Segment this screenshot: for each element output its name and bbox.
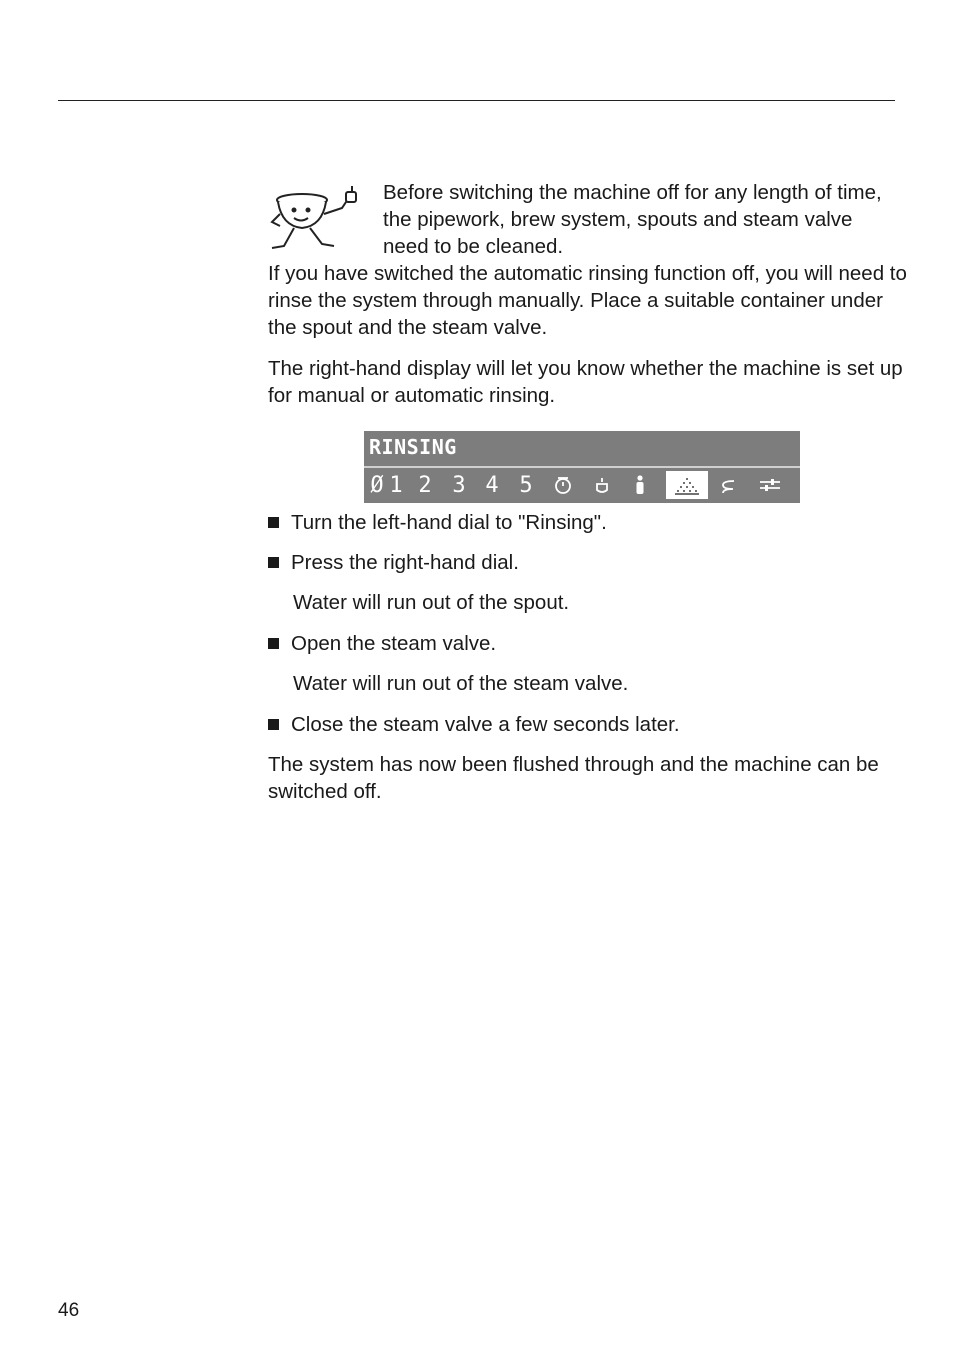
display-digit-5: 5 <box>519 472 533 498</box>
step-3-result: Water will run out of the steam valve. <box>293 672 629 695</box>
header-rule <box>58 100 895 101</box>
rinsing-display <box>364 431 800 503</box>
step-3: Open the steam valve. <box>268 630 496 657</box>
cup-icon <box>590 471 614 499</box>
settings-icon <box>756 471 784 499</box>
manual-rinse-paragraph: If you have switched the automatic rinsing function off, you will need to rinse the system through manually. Place a suitable container under the spout and the steam valve. <box>268 262 907 339</box>
bullet-icon <box>268 517 279 528</box>
display-title: RINSING <box>369 435 457 459</box>
rinse-icon <box>666 471 708 499</box>
display-digit-1: 1 <box>389 472 403 498</box>
bullet-icon <box>268 638 279 649</box>
display-digit-2: 2 <box>418 472 432 498</box>
timer-icon <box>550 471 576 499</box>
step-2: Press the right-hand dial. <box>268 549 519 576</box>
closing-paragraph: The system has now been flushed through and the machine can be switched off. <box>268 753 879 803</box>
step-2-result: Water will run out of the spout. <box>293 591 570 614</box>
step-1: Turn the left-hand dial to "Rinsing". <box>268 509 607 536</box>
display-digit-0: Ø <box>370 472 384 498</box>
person-icon <box>629 471 651 499</box>
step-4: Close the steam valve a few seconds later. <box>268 711 680 738</box>
bullet-icon <box>268 557 279 568</box>
display-divider <box>364 466 800 468</box>
bullet-icon <box>268 719 279 730</box>
display-info-paragraph: The right-hand display will let you know whether the machine is set up for manual or automatic rinsing. <box>268 357 903 407</box>
display-digit-4: 4 <box>485 472 499 498</box>
intro-text: Before switching the machine off for any length of time, the pipework, brew system, spouts and steam valve need to be cleaned. <box>383 181 882 258</box>
display-digit-3: 3 <box>452 472 466 498</box>
steam-icon <box>716 471 740 499</box>
mascot-thumbs-up-icon <box>268 184 366 254</box>
page-number: 46 <box>58 1300 80 1321</box>
